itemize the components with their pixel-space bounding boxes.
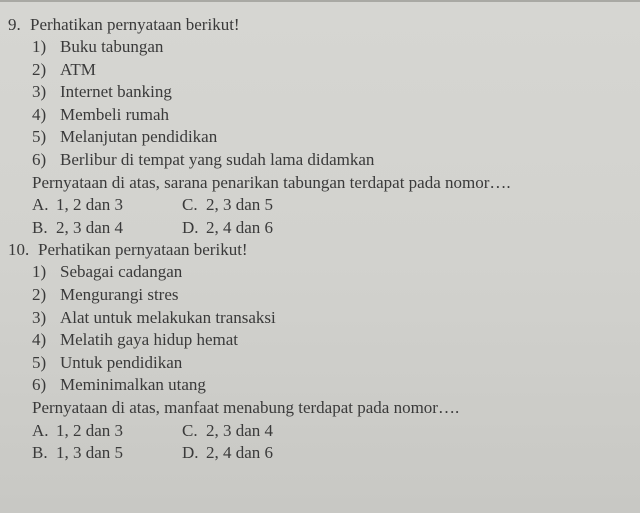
item-text: Berlibur di tempat yang sudah lama didamkan xyxy=(60,149,375,169)
item-text: Alat untuk melakukan transaksi xyxy=(60,307,276,327)
item-text: Internet banking xyxy=(60,82,172,102)
item-text: Mengurangi stres xyxy=(60,284,179,304)
question-number: 9. xyxy=(8,15,21,34)
option-c[interactable] xyxy=(182,194,382,217)
option-text: 2, 3 dan 5 xyxy=(206,195,274,215)
question-header xyxy=(8,239,632,261)
statement-list xyxy=(8,36,632,172)
item-number: 2) xyxy=(32,284,47,304)
option-text: 2, 4 dan 6 xyxy=(206,443,274,463)
list-item xyxy=(8,81,632,104)
option-letter: C. xyxy=(182,420,198,440)
item-number: 3) xyxy=(32,82,47,102)
question-prompt: Perhatikan pernyataan berikut! xyxy=(30,15,240,34)
statement-list xyxy=(8,261,632,397)
answer-options xyxy=(8,194,632,239)
item-text: Membeli rumah xyxy=(60,104,170,124)
item-number: 5) xyxy=(32,127,47,147)
item-text: Melatih gaya hidup hemat xyxy=(60,330,238,350)
list-item xyxy=(8,126,632,149)
question-9 xyxy=(8,14,632,239)
worksheet-page xyxy=(8,14,632,465)
option-d[interactable] xyxy=(182,442,382,465)
option-letter: B. xyxy=(32,443,48,463)
list-item xyxy=(8,149,632,172)
list-item xyxy=(8,307,632,330)
option-text: 1, 2 dan 3 xyxy=(56,420,124,440)
question-number: 10. xyxy=(8,240,30,260)
question-10 xyxy=(8,239,632,464)
list-item xyxy=(8,261,632,284)
option-a[interactable] xyxy=(32,194,182,217)
list-item xyxy=(8,329,632,352)
item-text: Melanjutan pendidikan xyxy=(60,127,218,147)
list-item xyxy=(8,374,632,397)
option-b[interactable] xyxy=(32,217,182,240)
question-statement: Pernyataan di atas, manfaat menabung terdapat pada nomor…. xyxy=(32,397,460,417)
list-item xyxy=(8,104,632,127)
list-item xyxy=(8,59,632,82)
item-number: 5) xyxy=(32,352,47,372)
option-text: 2, 3 dan 4 xyxy=(56,217,124,237)
option-c[interactable] xyxy=(182,420,382,443)
option-letter: B. xyxy=(32,217,48,237)
item-text: ATM xyxy=(60,59,96,79)
item-text: Sebagai cadangan xyxy=(60,262,183,282)
item-number: 3) xyxy=(32,307,47,327)
question-prompt: Perhatikan pernyataan berikut! xyxy=(38,240,248,260)
item-text: Meminimalkan utang xyxy=(60,375,206,395)
item-text: Untuk pendidikan xyxy=(60,352,183,372)
option-letter: C. xyxy=(182,195,198,215)
list-item xyxy=(8,284,632,307)
item-number: 2) xyxy=(32,59,47,79)
answer-options xyxy=(8,420,632,465)
list-item xyxy=(8,36,632,59)
item-text: Buku tabungan xyxy=(60,37,164,56)
question-header xyxy=(8,14,632,36)
option-text: 1, 2 dan 3 xyxy=(56,195,124,215)
option-d[interactable] xyxy=(182,217,382,240)
option-text: 1, 3 dan 5 xyxy=(56,443,124,463)
question-statement: Pernyataan di atas, sarana penarikan tabungan terdapat pada nomor…. xyxy=(32,172,511,192)
item-number: 1) xyxy=(32,262,47,282)
list-item xyxy=(8,352,632,375)
option-letter: A. xyxy=(32,195,49,215)
item-number: 4) xyxy=(32,330,47,350)
item-number: 6) xyxy=(32,149,47,169)
option-text: 2, 4 dan 6 xyxy=(206,217,274,237)
item-number: 6) xyxy=(32,375,47,395)
option-letter: D. xyxy=(182,217,199,237)
option-letter: A. xyxy=(32,420,49,440)
top-rule xyxy=(0,0,640,2)
option-b[interactable] xyxy=(32,442,182,465)
option-letter: D. xyxy=(182,443,199,463)
item-number: 4) xyxy=(32,104,47,124)
option-a[interactable] xyxy=(32,420,182,443)
option-text: 2, 3 dan 4 xyxy=(206,420,274,440)
item-number: 1) xyxy=(32,37,47,56)
